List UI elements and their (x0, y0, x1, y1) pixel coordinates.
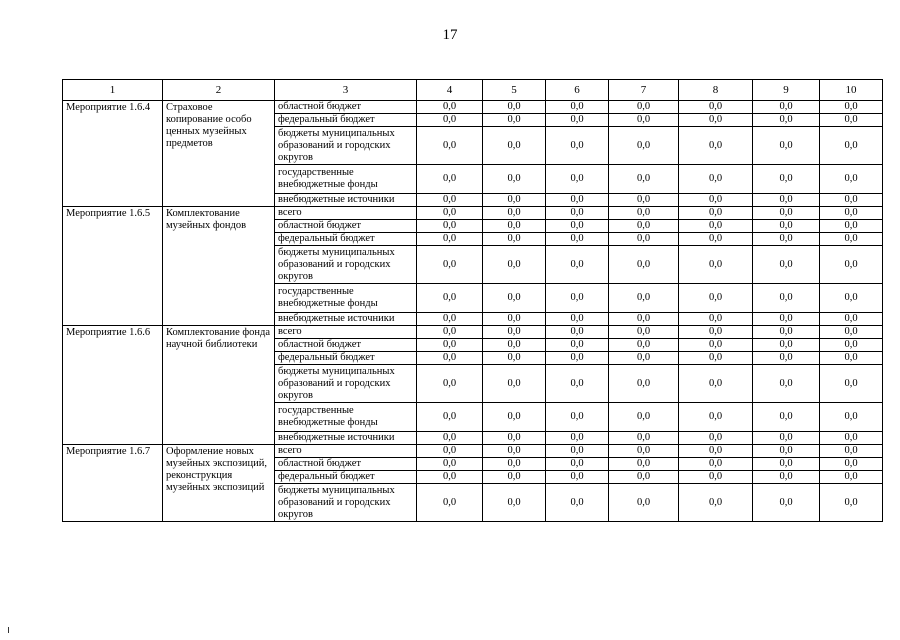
value-cell: 0,0 (820, 114, 883, 127)
column-header: 7 (609, 80, 679, 101)
value-cell: 0,0 (753, 471, 820, 484)
value-cell: 0,0 (679, 284, 753, 313)
value-cell: 0,0 (546, 207, 609, 220)
value-cell: 0,0 (483, 127, 546, 165)
value-cell: 0,0 (417, 101, 483, 114)
value-cell: 0,0 (483, 284, 546, 313)
value-cell: 0,0 (753, 246, 820, 284)
funding-source-cell: федеральный бюджет (275, 114, 417, 127)
funding-source-cell: областной бюджет (275, 101, 417, 114)
value-cell: 0,0 (753, 284, 820, 313)
value-cell: 0,0 (483, 220, 546, 233)
value-cell: 0,0 (609, 284, 679, 313)
value-cell: 0,0 (417, 471, 483, 484)
value-cell: 0,0 (417, 365, 483, 403)
value-cell: 0,0 (820, 365, 883, 403)
column-header: 8 (679, 80, 753, 101)
value-cell: 0,0 (417, 127, 483, 165)
value-cell: 0,0 (609, 458, 679, 471)
value-cell: 0,0 (679, 365, 753, 403)
value-cell: 0,0 (820, 207, 883, 220)
value-cell: 0,0 (753, 220, 820, 233)
column-header: 6 (546, 80, 609, 101)
event-name-cell: Комплектование музейных фондов (163, 207, 275, 326)
value-cell: 0,0 (753, 313, 820, 326)
value-cell: 0,0 (546, 339, 609, 352)
table-body (63, 101, 883, 522)
value-cell: 0,0 (546, 233, 609, 246)
value-cell: 0,0 (483, 165, 546, 194)
value-cell: 0,0 (609, 484, 679, 522)
value-cell: 0,0 (417, 326, 483, 339)
value-cell: 0,0 (417, 352, 483, 365)
value-cell: 0,0 (679, 484, 753, 522)
value-cell: 0,0 (609, 165, 679, 194)
value-cell: 0,0 (820, 484, 883, 522)
value-cell: 0,0 (679, 114, 753, 127)
value-cell: 0,0 (546, 284, 609, 313)
value-cell: 0,0 (609, 432, 679, 445)
value-cell: 0,0 (417, 194, 483, 207)
column-header: 3 (275, 80, 417, 101)
value-cell: 0,0 (546, 246, 609, 284)
value-cell: 0,0 (753, 352, 820, 365)
value-cell: 0,0 (483, 246, 546, 284)
value-cell: 0,0 (753, 165, 820, 194)
value-cell: 0,0 (483, 313, 546, 326)
value-cell: 0,0 (483, 471, 546, 484)
value-cell: 0,0 (609, 127, 679, 165)
value-cell: 0,0 (820, 326, 883, 339)
value-cell: 0,0 (483, 403, 546, 432)
table-row (63, 101, 883, 114)
column-header: 4 (417, 80, 483, 101)
value-cell: 0,0 (609, 246, 679, 284)
value-cell: 0,0 (753, 484, 820, 522)
funding-source-cell: государственные внебюджетные фонды (275, 284, 417, 313)
value-cell: 0,0 (679, 403, 753, 432)
value-cell: 0,0 (546, 127, 609, 165)
value-cell: 0,0 (820, 233, 883, 246)
value-cell: 0,0 (417, 403, 483, 432)
value-cell: 0,0 (679, 220, 753, 233)
funding-source-cell: федеральный бюджет (275, 352, 417, 365)
value-cell: 0,0 (753, 339, 820, 352)
value-cell: 0,0 (753, 127, 820, 165)
value-cell: 0,0 (483, 432, 546, 445)
value-cell: 0,0 (609, 313, 679, 326)
value-cell: 0,0 (483, 101, 546, 114)
value-cell: 0,0 (753, 326, 820, 339)
value-cell: 0,0 (679, 194, 753, 207)
value-cell: 0,0 (483, 114, 546, 127)
value-cell: 0,0 (679, 326, 753, 339)
value-cell: 0,0 (679, 246, 753, 284)
value-cell: 0,0 (753, 458, 820, 471)
funding-source-cell: областной бюджет (275, 339, 417, 352)
value-cell: 0,0 (609, 194, 679, 207)
column-header: 1 (63, 80, 163, 101)
value-cell: 0,0 (417, 233, 483, 246)
value-cell: 0,0 (820, 194, 883, 207)
value-cell: 0,0 (679, 101, 753, 114)
funding-source-cell: государственные внебюджетные фонды (275, 403, 417, 432)
value-cell: 0,0 (609, 339, 679, 352)
value-cell: 0,0 (609, 445, 679, 458)
value-cell: 0,0 (679, 432, 753, 445)
column-header: 2 (163, 80, 275, 101)
value-cell: 0,0 (483, 233, 546, 246)
value-cell: 0,0 (753, 365, 820, 403)
value-cell: 0,0 (820, 220, 883, 233)
value-cell: 0,0 (609, 207, 679, 220)
value-cell: 0,0 (546, 101, 609, 114)
value-cell: 0,0 (417, 432, 483, 445)
value-cell: 0,0 (546, 220, 609, 233)
header-row (63, 80, 883, 101)
value-cell: 0,0 (820, 127, 883, 165)
value-cell: 0,0 (679, 339, 753, 352)
value-cell: 0,0 (609, 471, 679, 484)
value-cell: 0,0 (417, 165, 483, 194)
value-cell: 0,0 (546, 114, 609, 127)
value-cell: 0,0 (609, 403, 679, 432)
value-cell: 0,0 (820, 246, 883, 284)
column-header: 10 (820, 80, 883, 101)
value-cell: 0,0 (609, 233, 679, 246)
funding-source-cell: бюджеты муниципальных образований и городских округов (275, 484, 417, 522)
value-cell: 0,0 (483, 207, 546, 220)
value-cell: 0,0 (546, 194, 609, 207)
value-cell: 0,0 (609, 326, 679, 339)
value-cell: 0,0 (483, 194, 546, 207)
value-cell: 0,0 (417, 207, 483, 220)
event-code-cell: Мероприятие 1.6.7 (63, 445, 163, 522)
value-cell: 0,0 (417, 339, 483, 352)
funding-source-cell: областной бюджет (275, 458, 417, 471)
value-cell: 0,0 (679, 127, 753, 165)
value-cell: 0,0 (417, 114, 483, 127)
event-name-cell: Оформление новых музейных экспозиций, реконструкция музейных экспозиций (163, 445, 275, 522)
value-cell: 0,0 (483, 339, 546, 352)
funding-source-cell: государственные внебюджетные фонды (275, 165, 417, 194)
value-cell: 0,0 (417, 246, 483, 284)
value-cell: 0,0 (417, 313, 483, 326)
value-cell: 0,0 (753, 445, 820, 458)
funding-source-cell: всего (275, 207, 417, 220)
funding-source-cell: всего (275, 326, 417, 339)
value-cell: 0,0 (546, 352, 609, 365)
value-cell: 0,0 (417, 284, 483, 313)
value-cell: 0,0 (483, 352, 546, 365)
value-cell: 0,0 (546, 313, 609, 326)
value-cell: 0,0 (679, 458, 753, 471)
value-cell: 0,0 (546, 326, 609, 339)
value-cell: 0,0 (609, 220, 679, 233)
value-cell: 0,0 (483, 365, 546, 403)
value-cell: 0,0 (820, 339, 883, 352)
value-cell: 0,0 (679, 233, 753, 246)
funding-source-cell: федеральный бюджет (275, 233, 417, 246)
value-cell: 0,0 (546, 403, 609, 432)
value-cell: 0,0 (753, 233, 820, 246)
value-cell: 0,0 (820, 313, 883, 326)
funding-source-cell: бюджеты муниципальных образований и городских округов (275, 246, 417, 284)
value-cell: 0,0 (546, 165, 609, 194)
funding-source-cell: внебюджетные источники (275, 194, 417, 207)
value-cell: 0,0 (483, 326, 546, 339)
value-cell: 0,0 (417, 220, 483, 233)
value-cell: 0,0 (483, 458, 546, 471)
value-cell: 0,0 (820, 471, 883, 484)
page-number: 17 (442, 27, 458, 43)
value-cell: 0,0 (483, 445, 546, 458)
event-name-cell: Страховое копирование особо ценных музейных предметов (163, 101, 275, 207)
value-cell: 0,0 (546, 365, 609, 403)
event-name-cell: Комплектование фонда научной библиотеки (163, 326, 275, 445)
value-cell: 0,0 (546, 432, 609, 445)
value-cell: 0,0 (820, 403, 883, 432)
value-cell: 0,0 (820, 445, 883, 458)
value-cell: 0,0 (609, 352, 679, 365)
value-cell: 0,0 (417, 484, 483, 522)
table-row (63, 207, 883, 220)
funding-source-cell: бюджеты муниципальных образований и городских округов (275, 127, 417, 165)
column-header: 5 (483, 80, 546, 101)
value-cell: 0,0 (820, 352, 883, 365)
funding-source-cell: федеральный бюджет (275, 471, 417, 484)
funding-source-cell: внебюджетные источники (275, 313, 417, 326)
scan-mark (8, 627, 9, 633)
value-cell: 0,0 (820, 432, 883, 445)
value-cell: 0,0 (753, 114, 820, 127)
column-header: 9 (753, 80, 820, 101)
funding-source-cell: областной бюджет (275, 220, 417, 233)
value-cell: 0,0 (753, 194, 820, 207)
table-row (63, 326, 883, 339)
value-cell: 0,0 (609, 101, 679, 114)
value-cell: 0,0 (753, 207, 820, 220)
budget-table (62, 79, 883, 522)
value-cell: 0,0 (679, 313, 753, 326)
funding-source-cell: внебюджетные источники (275, 432, 417, 445)
value-cell: 0,0 (546, 445, 609, 458)
table-row (63, 445, 883, 458)
value-cell: 0,0 (820, 284, 883, 313)
event-code-cell: Мероприятие 1.6.5 (63, 207, 163, 326)
value-cell: 0,0 (679, 471, 753, 484)
value-cell: 0,0 (820, 165, 883, 194)
funding-source-cell: бюджеты муниципальных образований и городских округов (275, 365, 417, 403)
value-cell: 0,0 (753, 432, 820, 445)
value-cell: 0,0 (679, 207, 753, 220)
value-cell: 0,0 (417, 458, 483, 471)
funding-source-cell: всего (275, 445, 417, 458)
value-cell: 0,0 (679, 445, 753, 458)
value-cell: 0,0 (546, 471, 609, 484)
event-code-cell: Мероприятие 1.6.4 (63, 101, 163, 207)
value-cell: 0,0 (483, 484, 546, 522)
event-code-cell: Мероприятие 1.6.6 (63, 326, 163, 445)
value-cell: 0,0 (679, 352, 753, 365)
value-cell: 0,0 (753, 403, 820, 432)
value-cell: 0,0 (546, 458, 609, 471)
value-cell: 0,0 (679, 165, 753, 194)
value-cell: 0,0 (753, 101, 820, 114)
value-cell: 0,0 (609, 114, 679, 127)
value-cell: 0,0 (820, 101, 883, 114)
value-cell: 0,0 (820, 458, 883, 471)
value-cell: 0,0 (546, 484, 609, 522)
value-cell: 0,0 (417, 445, 483, 458)
value-cell: 0,0 (609, 365, 679, 403)
